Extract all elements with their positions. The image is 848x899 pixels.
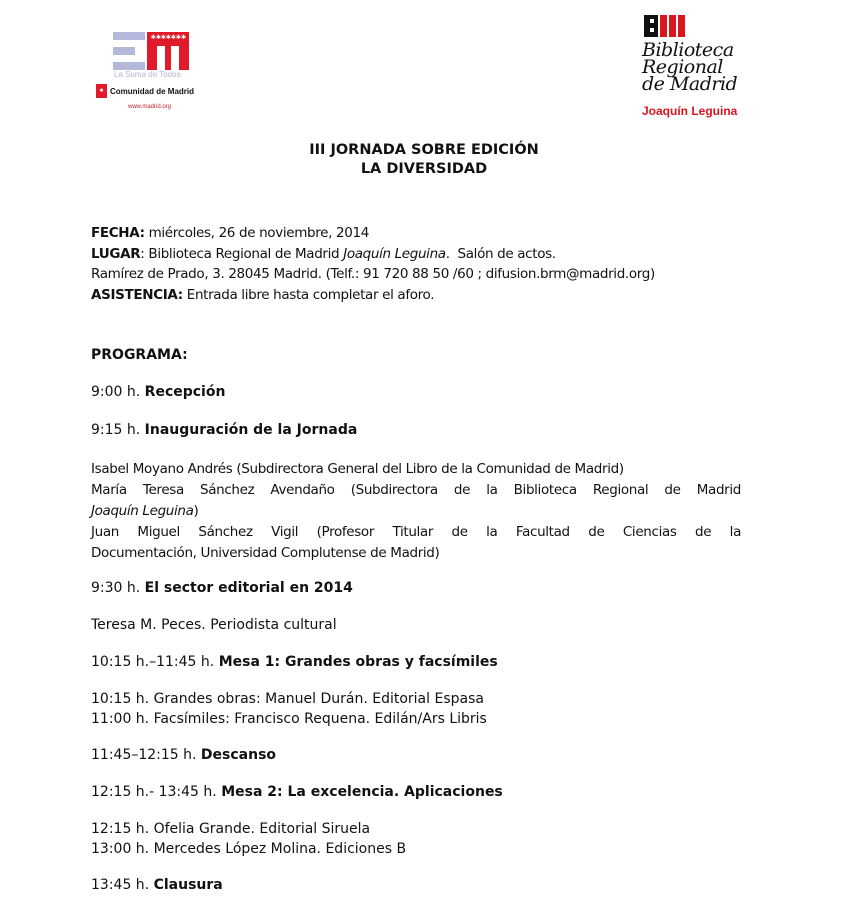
red-bar-icon [669, 15, 676, 37]
red-bar-icon [678, 15, 685, 37]
lugar-value-post: . Salón de actos. [445, 245, 556, 262]
asistencia-label: ASISTENCIA: [91, 286, 183, 303]
fecha-label: FECHA: [91, 225, 145, 241]
speaker-line: Juan Miguel Sánchez Vigil (Profesor Titular de la Facultad de Ciencias de la [91, 524, 741, 540]
program-title: Mesa 1: Grandes obras y facsímiles [218, 654, 498, 670]
mesa1-talks [91, 690, 487, 729]
fecha-value: miércoles, 26 de noviembre, 2014 [144, 225, 369, 241]
sector-speaker: Teresa M. Peces. Periodista cultural [91, 617, 337, 633]
talk-line: 13:00 h. Mercedes López Molina. Ediciones B [91, 840, 407, 857]
brm-title-line: de Madrid [642, 73, 738, 95]
program-title: Recepción [144, 384, 226, 400]
title-line-1: III JORNADA SOBRE EDICIÓN [309, 142, 539, 158]
talk-line: 10:15 h. Grandes obras: Manuel Durán. Editorial Espasa [91, 691, 484, 707]
program-item [91, 580, 741, 596]
programa-heading [91, 347, 741, 363]
m-letter-icon [147, 32, 189, 70]
speaker-close: ) [193, 503, 199, 519]
program-title: El sector editorial en 2014 [144, 580, 353, 596]
address-line: Ramírez de Prado, 3. 28045 Madrid. (Telf.: 91 720 88 50 /60 ; difusion.brm@madrid.org) [91, 266, 655, 282]
title-line-2: LA DIVERSIDAD [360, 161, 488, 177]
event-info [91, 223, 761, 305]
speaker-italic: Joaquín Leguina [91, 503, 194, 519]
speaker-line: Documentación, Universidad Complutense de Madrid) [91, 545, 440, 561]
brm-subtitle: Joaquín Leguina [642, 104, 738, 118]
program-item [91, 654, 741, 670]
speaker-line: María Teresa Sánchez Avendaño (Subdirectora de la Biblioteca Regional de Madrid [91, 482, 741, 498]
sigma-icon [113, 32, 145, 70]
comunidad-flag-icon: ✱ [96, 84, 107, 98]
fecha-line [91, 223, 761, 244]
program-time: 11:45–12:15 h. [91, 747, 201, 763]
program-item [91, 877, 741, 893]
program-item [91, 384, 741, 400]
biblioteca-regional-logo [640, 10, 750, 120]
program-item [91, 422, 741, 438]
document-title [0, 141, 848, 179]
programa-heading-text: PROGRAMA: [91, 347, 188, 363]
program-title: Mesa 2: La excelencia. Aplicaciones [221, 784, 503, 800]
program-time: 12:15 h.- 13:45 h. [91, 784, 222, 800]
program-item [91, 784, 741, 800]
asistencia-line [91, 285, 761, 306]
comunidad-row [96, 84, 194, 98]
program-title: Descanso [200, 747, 277, 763]
program-time: 10:15 h.–11:45 h. [91, 654, 219, 670]
b-letter-icon [644, 15, 658, 37]
comunidad-name: Comunidad de Madrid [110, 86, 194, 96]
program-title: Inauguración de la Jornada [144, 422, 358, 438]
brm-title [642, 39, 738, 95]
red-bar-icon [660, 15, 667, 37]
lugar-italic: Joaquín Leguina [343, 245, 446, 262]
brm-title-line: Regional [642, 56, 723, 78]
stars-icon: ✱✱✱✱✱✱✱ [150, 34, 186, 41]
talk-line: 12:15 h. Ofelia Grande. Editorial Siruela [91, 821, 371, 837]
lugar-label: LUGAR [91, 245, 141, 262]
speaker-line: Isabel Moyano Andrés (Subdirectora General del Libro de la Comunidad de Madrid) [91, 461, 624, 477]
asistencia-value: Entrada libre hasta completar el aforo. [182, 286, 435, 303]
em-logo-mark [113, 32, 189, 70]
program-time: 9:00 h. [91, 384, 145, 400]
program-time: 9:15 h. [91, 422, 145, 438]
logo-tagline: La Suma de Todos [114, 70, 181, 79]
program-time: 13:45 h. [91, 877, 154, 893]
brm-logo-mark [644, 15, 686, 37]
lugar-value: : Biblioteca Regional de Madrid [140, 245, 344, 262]
talk-line: 11:00 h. Facsímiles: Francisco Requena. Edilán/Ars Libris [91, 710, 487, 727]
mesa2-talks [91, 820, 406, 859]
speaker-line-cont [91, 501, 741, 522]
program-item [91, 747, 741, 763]
inauguracion-speakers [91, 459, 741, 564]
program-title: Clausura [153, 877, 223, 893]
brm-title-line: Biblioteca [642, 39, 734, 61]
comunidad-url[interactable]: www.madrid.org [128, 104, 172, 110]
comunidad-de-madrid-logo [90, 28, 220, 118]
program-time: 9:30 h. [91, 580, 145, 596]
lugar-line [91, 244, 761, 265]
